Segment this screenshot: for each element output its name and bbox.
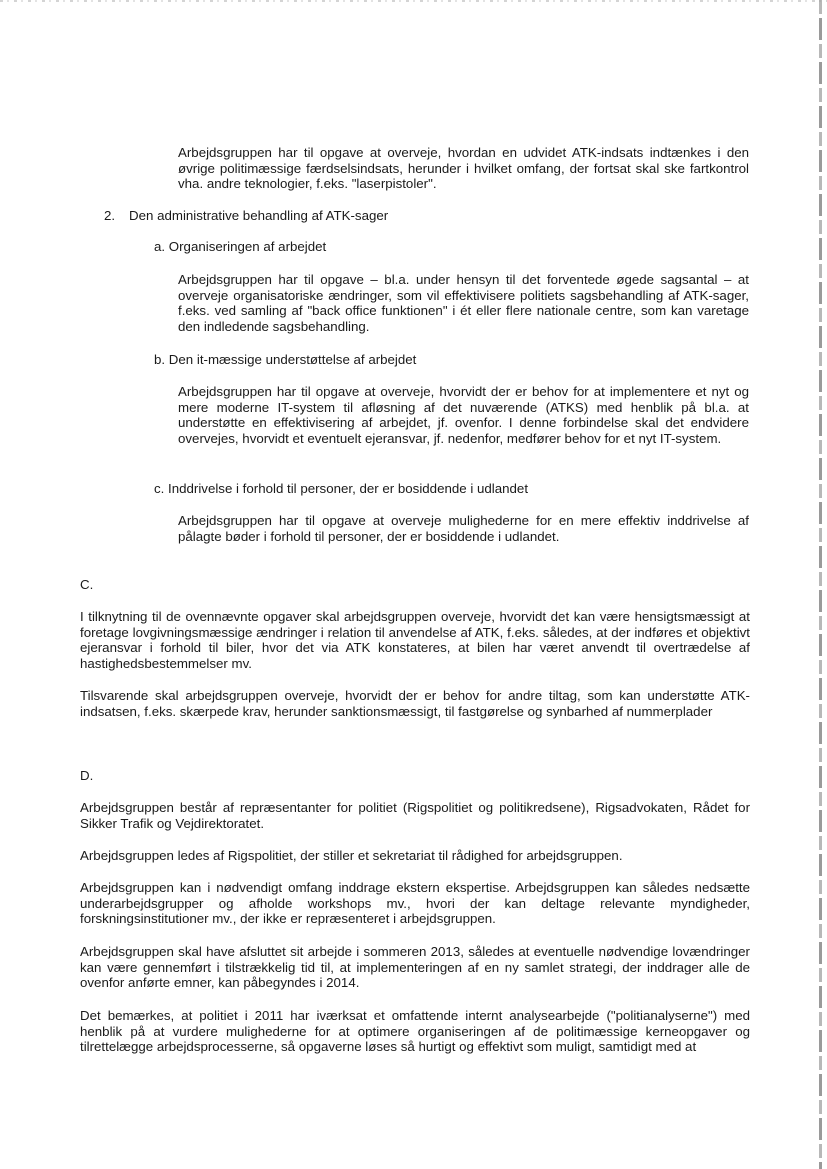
section-2-title: Den administrative behandling af ATK-sager	[129, 208, 389, 223]
section-c-heading: C.	[80, 577, 94, 592]
subsection-b-heading: b. Den it-mæssige understøttelse af arbejdet	[154, 352, 417, 367]
subsection-c-heading: c. Inddrivelse i forhold til personer, der er bosiddende i udlandet	[154, 481, 529, 496]
subsection-a-text: Arbejdsgruppen har til opgave – bl.a. under hensyn til det forventede øgede sagsantal – at overveje organisatoriske ændringer, som vil effektivisere politiets sagsbehandling af ATK-sager, f.eks. ved samling af "back office funktionen" i ét eller flere nationale centre, som kan varetage den indledende sagsbehandling.	[178, 272, 749, 334]
scan-right-edge	[819, 0, 822, 1169]
section-c-paragraph-1: I tilknytning til de ovennævnte opgaver skal arbejdsgruppen overveje, hvorvidt det kan være hensigtsmæssigt at foretage lovgivningsmæssige ændringer i relation til anvendelse af ATK, f.eks. således, at der indføres et objektivt ejeransvar i forhold til biler, hvor det via ATK konstateres, at bilen har været anvendt til overtrædelse af hastighedsbestemmelser mv.	[80, 609, 750, 671]
section-d-paragraph-3: Arbejdsgruppen kan i nødvendigt omfang inddrage ekstern ekspertise. Arbejdsgruppen kan således nedsætte underarbejdsgrupper og afholde workshops mv., hvori der kan deltage relevante myndigheder, forskningsinstitutioner mv., der ikke er repræsenteret i arbejdsgruppen.	[80, 880, 750, 927]
subsection-a-heading: a. Organiseringen af arbejdet	[154, 239, 327, 254]
section-d-paragraph-4: Arbejdsgruppen skal have afsluttet sit arbejde i sommeren 2013, således at eventuelle nødvendige lovændringer kan være gennemført i tilstrækkelig tid til, at implementeringen af en ny samlet strategi, der inddrager alle de ovenfor anførte emner, kan påbegyndes i 2014.	[80, 944, 750, 991]
section-c-paragraph-2: Tilsvarende skal arbejdsgruppen overveje, hvorvidt der er behov for andre tiltag, som kan understøtte ATK-indsatsen, f.eks. skærpede krav, herunder sanktionsmæssigt, til fastgørelse og synbarhed af nummerplader	[80, 688, 750, 719]
section-d-heading: D.	[80, 768, 94, 783]
subsection-c-text: Arbejdsgruppen har til opgave at overveje mulighederne for en mere effektiv inddrivelse af pålagte bøder i forhold til personer, der er bosiddende i udlandet.	[178, 513, 749, 544]
section-d-paragraph-5: Det bemærkes, at politiet i 2011 har iværksat et omfattende internt analysearbejde ("politianalyserne") med henblik på at vurdere mulighederne for at optimere organiseringen af de politimæssige kerneopgaver og tilrettelægge arbejdsprocesserne, så opgaverne løses så hurtigt og effektivt som muligt, samtidigt med at	[80, 1008, 750, 1055]
scan-top-edge	[0, 0, 827, 2]
section-d-paragraph-1: Arbejdsgruppen består af repræsentanter for politiet (Rigspolitiet og politikredsene), Rigsadvokaten, Rådet for Sikker Trafik og Vejdirektoratet.	[80, 800, 750, 831]
section-d-paragraph-2: Arbejdsgruppen ledes af Rigspolitiet, der stiller et sekretariat til rådighed for arbejdsgruppen.	[80, 848, 623, 863]
section-2-number: 2.	[104, 208, 116, 223]
intro-paragraph: Arbejdsgruppen har til opgave at overveje, hvordan en udvidet ATK-indsats indtænkes i den øvrige politimæssige færdselsindsats, herunder i hvilket omfang, der fortsat skal ske fartkontrol vha. andre teknologier, f.eks. "laserpistoler".	[178, 145, 749, 192]
subsection-b-text: Arbejdsgruppen har til opgave at overveje, hvorvidt der er behov for at implementere et nyt og mere moderne IT-system til afløsning af det nuværende (ATKS) med henblik på bl.a. at understøtte en effektivisering af arbejdet, jf. ovenfor. I denne forbindelse skal det endvidere overvejes, hvorvidt et eventuelt ejeransvar, jf. nedenfor, medfører behov for et nyt IT-system.	[178, 384, 749, 446]
